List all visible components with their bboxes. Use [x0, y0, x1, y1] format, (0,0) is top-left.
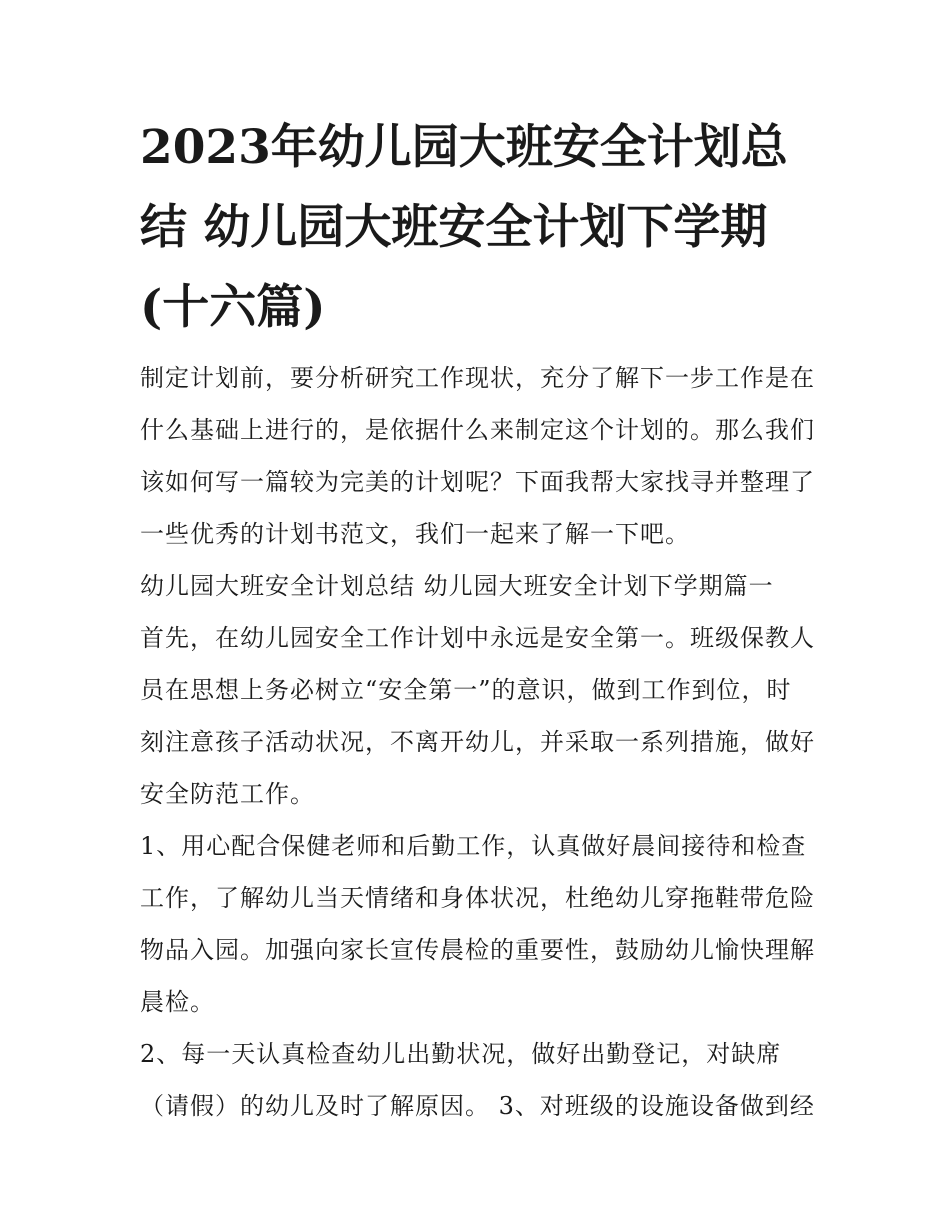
document-title: 2023年幼儿园大班安全计划总结 幼儿园大班安全计划下学期(十六篇) [140, 120, 788, 335]
body-paragraph: 首先，在幼儿园安全工作计划中永远是安全第一。班级保教人员在思想上务必树立“安全第一”的意识，做到工作到位，时刻注意孩子活动状况，不离开幼儿，并采取一系列措施，做好安全防范工作。 [140, 624, 815, 808]
list-item-2: 2、每一天认真检查幼儿出勤状况，做好出勤登记，对缺席（请假）的幼儿及时了解原因。 3、对班级的设施设备做到经 [140, 1040, 815, 1120]
document-body [140, 352, 816, 1132]
list-item-1: 1、用心配合保健老师和后勤工作，认真做好晨间接待和检查工作，了解幼儿当天情绪和身体状况，杜绝幼儿穿拖鞋带危险物品入园。加强向家长宣传晨检的重要性，鼓励幼儿愉快理解晨检。 [140, 832, 815, 1016]
intro-paragraph: 制定计划前，要分析研究工作现状，充分了解下一步工作是在什么基础上进行的，是依据什么来制定这个计划的。那么我们该如何写一篇较为完美的计划呢？下面我帮大家找寻并整理了一些优秀的计划书范文，我们一起来了解一下吧。 [140, 364, 815, 548]
section-heading: 幼儿园大班安全计划总结 幼儿园大班安全计划下学期篇一 [140, 572, 774, 600]
